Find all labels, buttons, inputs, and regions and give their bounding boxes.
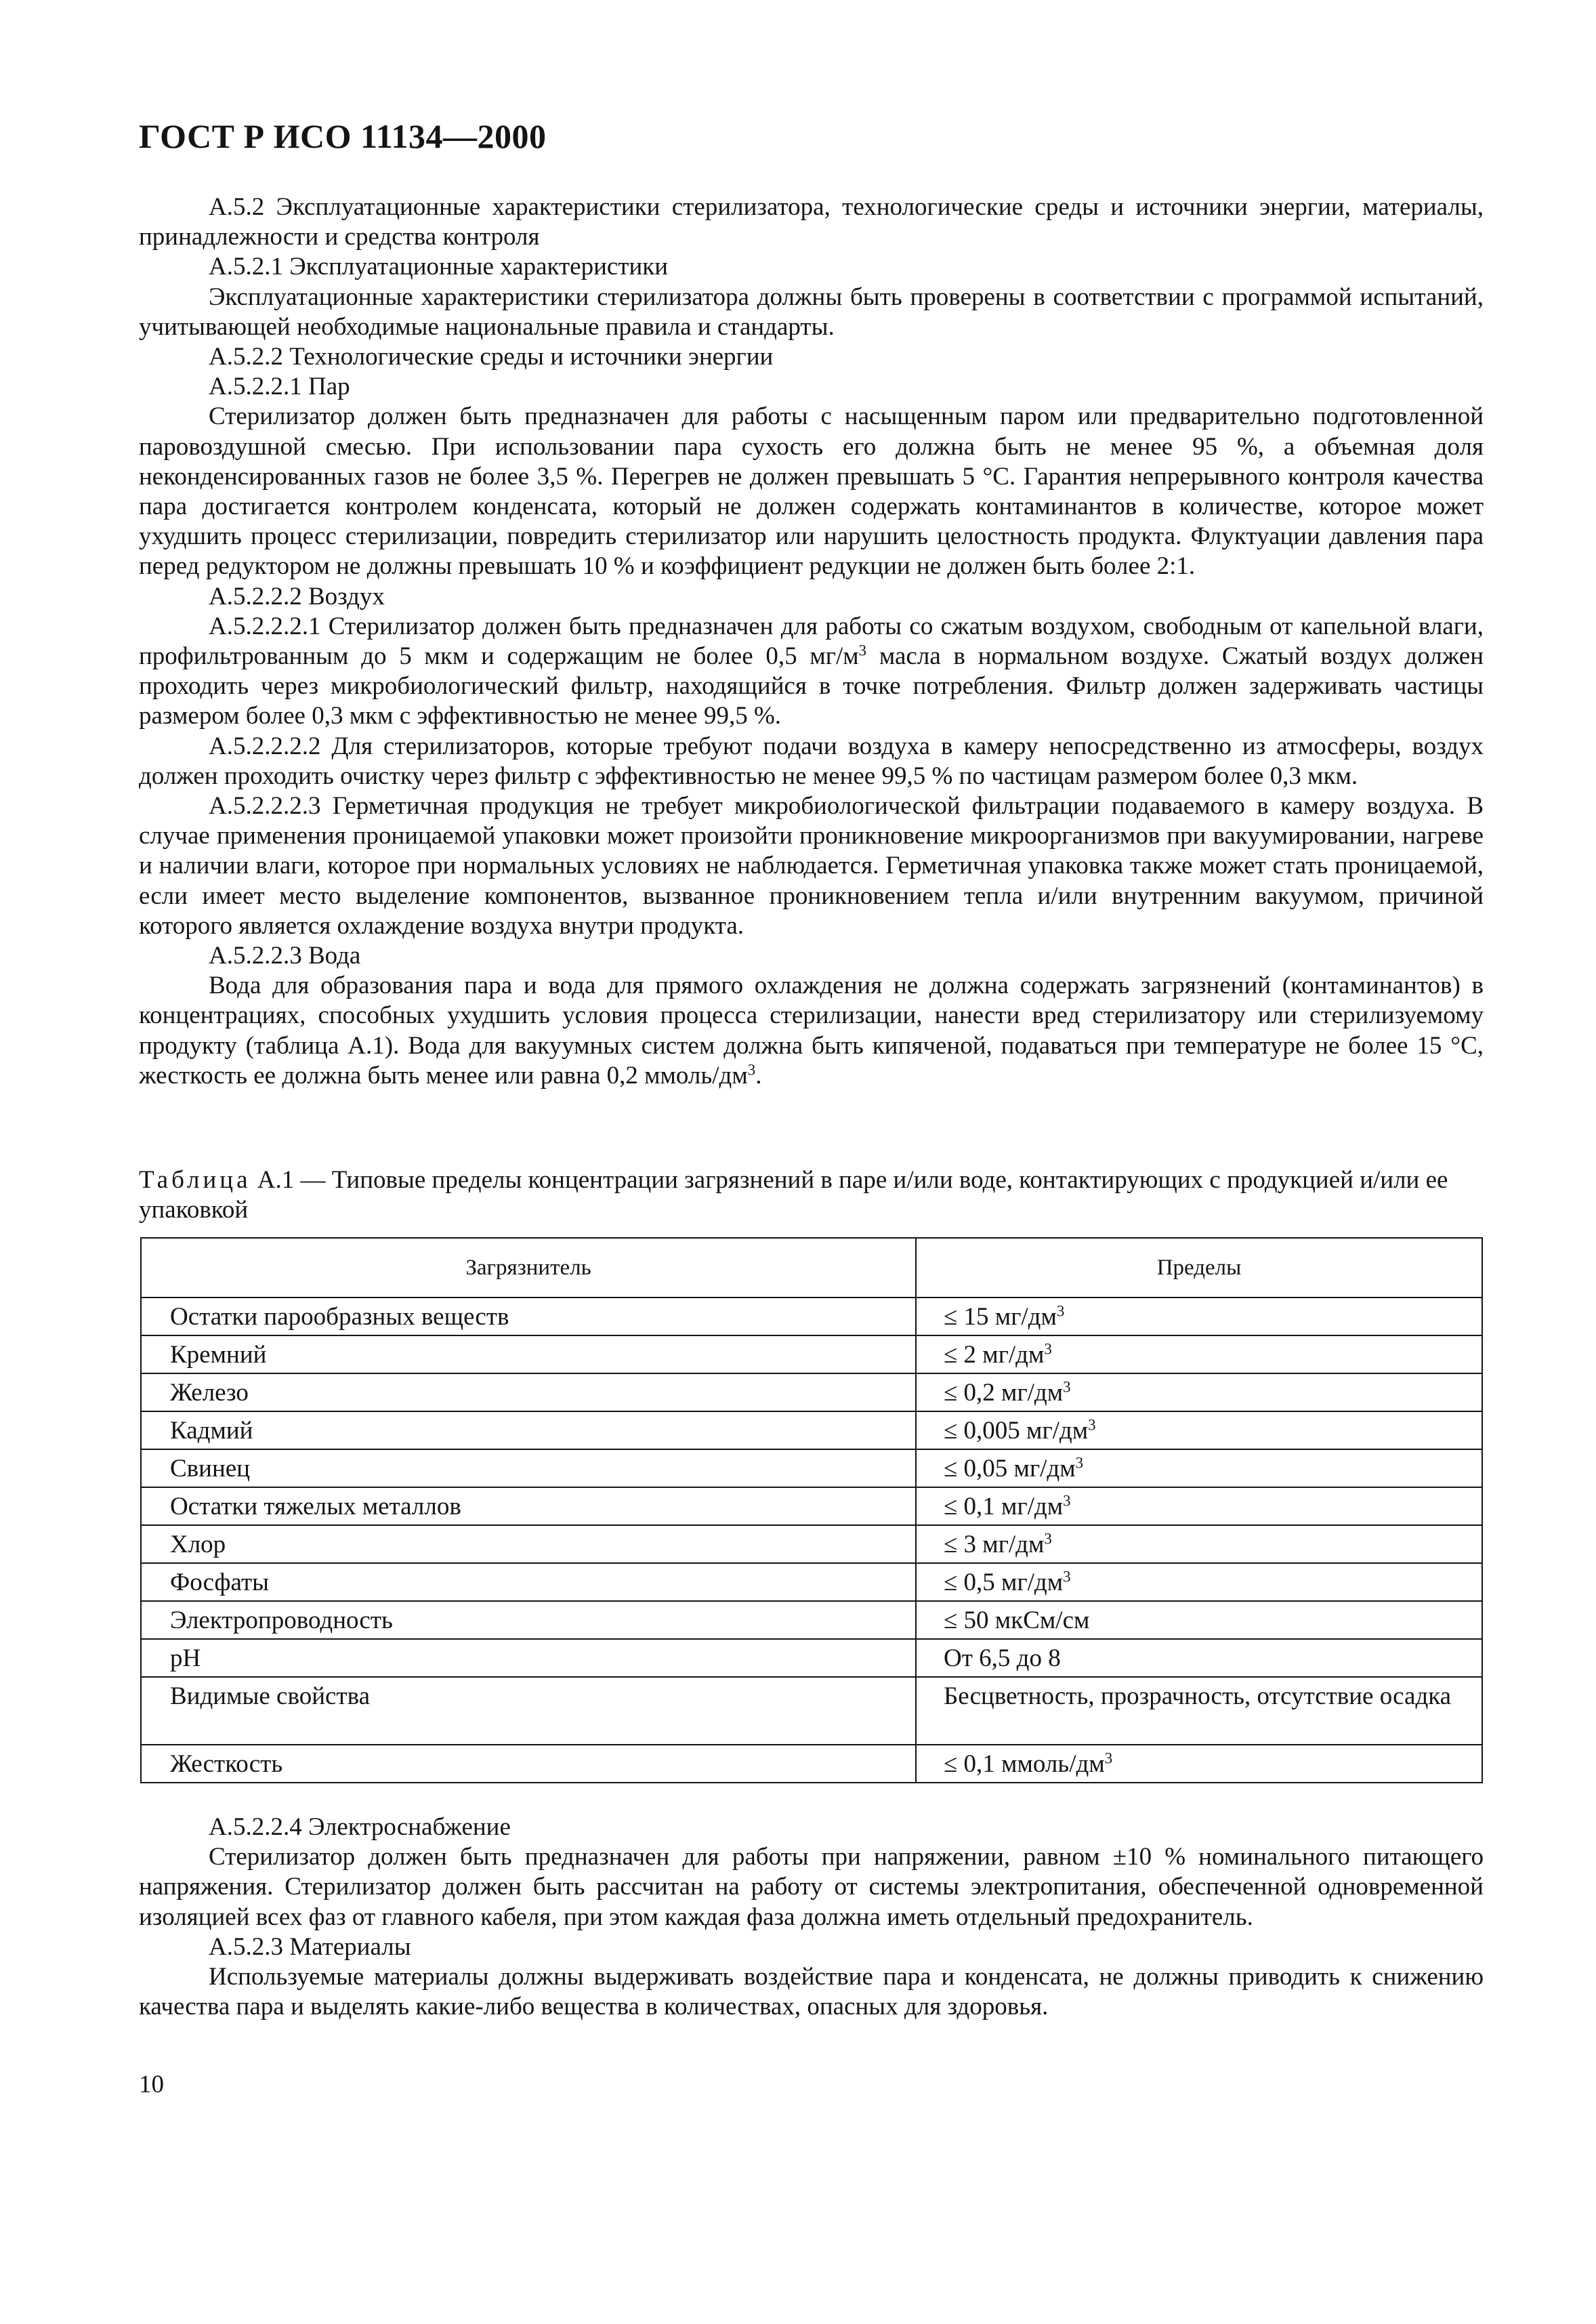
- paragraph-a521-text: Эксплуатационные характеристики стерилизатора должны быть проверены в соответствии с программой испытаний, учитывающей необходимые национальные правила и стандарты.: [139, 283, 1484, 341]
- table-row: [141, 1745, 1482, 1783]
- table-row: [141, 1449, 1482, 1487]
- limit-value: Бесцветность, прозрачность, отсутствие осадка: [944, 1682, 1452, 1710]
- limit-unit-superscript: 3: [1044, 1530, 1052, 1548]
- limit-value: ≤ 0,5 мг/дм: [944, 1569, 1064, 1596]
- limit-value: ≤ 0,005 мг/дм: [944, 1417, 1089, 1445]
- paragraph-water: [139, 971, 1484, 1091]
- limit-value-cell: [916, 1411, 1482, 1449]
- limit-value-cell: [916, 1563, 1482, 1601]
- limit-unit-superscript: 3: [1063, 1568, 1071, 1585]
- table-row: [141, 1373, 1482, 1411]
- limit-value-cell: [916, 1525, 1482, 1563]
- limit-value-cell: [916, 1449, 1482, 1487]
- paragraph-water-part-b: .: [755, 1061, 762, 1090]
- superscript: 3: [858, 642, 867, 659]
- limit-value: От 6,5 до 8: [944, 1644, 1061, 1672]
- body-top: [139, 192, 1484, 1091]
- limit-unit-superscript: 3: [1075, 1454, 1084, 1472]
- table-body: [141, 1298, 1482, 1783]
- limit-value: ≤ 0,05 мг/дм: [944, 1455, 1076, 1482]
- limit-value-cell: [916, 1745, 1482, 1783]
- paragraph-air-1: [139, 612, 1484, 732]
- paragraph-steam: Стерилизатор должен быть предназначен для работы с насыщенным паром или предварительно подготовленной паровоздушной смесью. При использовании пара сухость его должна быть не менее 95 %, а объемная доля неконденсированных газов не более 3,5 %. Перегрев не должен превышать 5 °С. Гарантия непрерывного контроля качества пара достигается контролем конденсата, который не должен содержать контаминантов в количестве, которое может ухудшить процесс стерилизации, повредить стерилизатор или нарушить целостность продукта. Флуктуации давления пара перед редуктором не должны превышать 10 % и коэффициент редукции не должен быть более 2:1.: [139, 402, 1484, 581]
- contaminant-limits-table: [140, 1237, 1483, 1783]
- contaminant-name-cell: Кремний: [141, 1335, 916, 1373]
- superscript: 3: [747, 1061, 756, 1079]
- limit-unit-superscript: 3: [1056, 1302, 1065, 1320]
- contaminant-name-cell: Железо: [141, 1373, 916, 1411]
- contaminant-name-cell: Остатки парообразных веществ: [141, 1298, 916, 1335]
- column-header-limits: Пределы: [916, 1238, 1482, 1298]
- contaminant-name-cell: Хлор: [141, 1525, 916, 1563]
- limit-value-cell: [916, 1601, 1482, 1639]
- paragraph-air-1-part-a: А.5.2.2.2.1 Стерилизатор должен быть предназначен для работы со сжатым воздухом, свободным от капельной влаги, профильтрованным до 5 мкм и содержащим не более 0,5 мг/м: [139, 612, 1484, 671]
- paragraph-a52: А.5.2 Эксплуатационные характеристики стерилизатора, технологические среды и источники энергии, материалы, принадлежности и средства контроля: [139, 193, 1484, 251]
- contaminant-name-cell: Кадмий: [141, 1411, 916, 1449]
- limit-value-cell: [916, 1335, 1482, 1373]
- column-header-contaminant: Загрязнитель: [141, 1238, 916, 1298]
- limit-value: ≤ 3 мг/дм: [944, 1531, 1045, 1558]
- contaminant-name-cell: Остатки тяжелых металлов: [141, 1487, 916, 1525]
- table-row: [141, 1487, 1482, 1525]
- table-row: [141, 1639, 1482, 1677]
- table-row: [141, 1563, 1482, 1601]
- limit-value-cell: [916, 1373, 1482, 1411]
- table-row: [141, 1677, 1482, 1745]
- paragraph-a5221-heading: А.5.2.2.1 Пар: [209, 373, 350, 401]
- limit-value-cell: [916, 1639, 1482, 1677]
- limit-value: ≤ 2 мг/дм: [944, 1341, 1045, 1369]
- contaminant-name-cell: Видимые свойства: [141, 1677, 916, 1745]
- paragraph-air-3: А.5.2.2.2.3 Герметичная продукция не требует микробиологической фильтрации подаваемого в камеру воздуха. В случае применения проницаемой упаковки может произойти проникновение микроорганизмов при вакуумировании, нагреве и наличии влаги, которое при нормальных условиях не наблюдается. Герметичная упаковка также может стать проницаемой, если имеет место выделение компонентов, вызванное проникновением тепла и/или внутренним вакуумом, причиной которого является охлаждение воздуха внутри продукта.: [139, 792, 1484, 940]
- limit-value-cell: [916, 1298, 1482, 1335]
- table-caption: [139, 1165, 1484, 1225]
- contaminant-name-cell: Свинец: [141, 1449, 916, 1487]
- paragraph-a522-heading: А.5.2.2 Технологические среды и источники энергии: [209, 343, 774, 371]
- table-caption-text: А.1 — Типовые пределы концентрации загрязнений в паре и/или воде, контактирующих с продукцией и/или ее упаковкой: [139, 1166, 1448, 1224]
- limit-value-cell: [916, 1487, 1482, 1525]
- paragraph-a5222-heading: А.5.2.2.2 Воздух: [209, 582, 385, 610]
- contaminant-name-cell: Жесткость: [141, 1745, 916, 1783]
- paragraph-a5223-heading: А.5.2.2.3 Вода: [209, 942, 361, 970]
- table-row: [141, 1601, 1482, 1639]
- paragraph-a523-heading: А.5.2.3 Материалы: [209, 1932, 411, 1961]
- body-bottom: [139, 1812, 1484, 2022]
- table-row: [141, 1525, 1482, 1563]
- limit-value: ≤ 15 мг/дм: [944, 1303, 1057, 1331]
- contaminant-name-cell: pH: [141, 1639, 916, 1677]
- paragraph-power: Стерилизатор должен быть предназначен для работы при напряжении, равном ±10 % номинального питающего напряжения. Стерилизатор должен быть рассчитан на работу от системы электропитания, обеспеченной одновременной изоляцией всех фаз от главного кабеля, при этом каждая фаза должна иметь отдельный предохранитель.: [139, 1843, 1484, 1931]
- limit-unit-superscript: 3: [1104, 1749, 1113, 1767]
- limit-value: ≤ 0,1 ммоль/дм: [944, 1750, 1105, 1778]
- paragraph-a521-heading: А.5.2.1 Эксплуатационные характеристики: [209, 253, 669, 281]
- limit-value: ≤ 0,1 мг/дм: [944, 1493, 1064, 1520]
- limit-unit-superscript: 3: [1063, 1378, 1071, 1396]
- contaminant-name-cell: Фосфаты: [141, 1563, 916, 1601]
- table-caption-label: Таблица: [139, 1166, 251, 1194]
- limit-unit-superscript: 3: [1088, 1416, 1096, 1434]
- table-header-row: [141, 1238, 1482, 1298]
- paragraph-air-1-part-b: масла в нормальном воздухе. Сжатый воздух должен проходить через микробиологический фильтр, находящийся в точке потребления. Фильтр должен задерживать частицы размером более 0,3 мкм с эффективностью не менее 99,5 %.: [139, 642, 1484, 730]
- paragraph-a5224-heading: А.5.2.2.4 Электроснабжение: [209, 1813, 511, 1841]
- paragraph-water-part-a: Вода для образования пара и вода для прямого охлаждения не должна содержать загрязнений (контаминантов) в концентрациях, способных ухудшить условия процесса стерилизации, нанести вред стерилизатору или стерилизуемому продукту (таблица А.1). Вода для вакуумных систем должна быть кипяченой, подаваться при температуре не более 15 °С, жесткость ее должна быть менее или равна 0,2 ммоль/дм: [139, 972, 1484, 1090]
- paragraph-air-2: А.5.2.2.2.2 Для стерилизаторов, которые требуют подачи воздуха в камеру непосредственно из атмосферы, воздух должен проходить очистку через фильтр с эффективностью не менее 99,5 % по частицам размером более 0,3 мкм.: [139, 732, 1484, 790]
- table-row: [141, 1298, 1482, 1335]
- table-row: [141, 1335, 1482, 1373]
- limit-value-cell: [916, 1677, 1482, 1745]
- limit-value: ≤ 50 мкСм/см: [944, 1606, 1090, 1634]
- limit-unit-superscript: 3: [1063, 1492, 1071, 1510]
- limit-unit-superscript: 3: [1044, 1340, 1052, 1358]
- paragraph-materials: Используемые материалы должны выдерживать воздействие пара и конденсата, не должны приводить к снижению качества пара и выделять какие-либо вещества в количествах, опасных для здоровья.: [139, 1963, 1484, 2021]
- document-header: ГОСТ Р ИСО 11134—2000: [139, 117, 547, 155]
- page-number: 10: [139, 2071, 164, 2098]
- limit-value: ≤ 0,2 мг/дм: [944, 1379, 1064, 1407]
- contaminant-name-cell: Электропроводность: [141, 1601, 916, 1639]
- table-row: [141, 1411, 1482, 1449]
